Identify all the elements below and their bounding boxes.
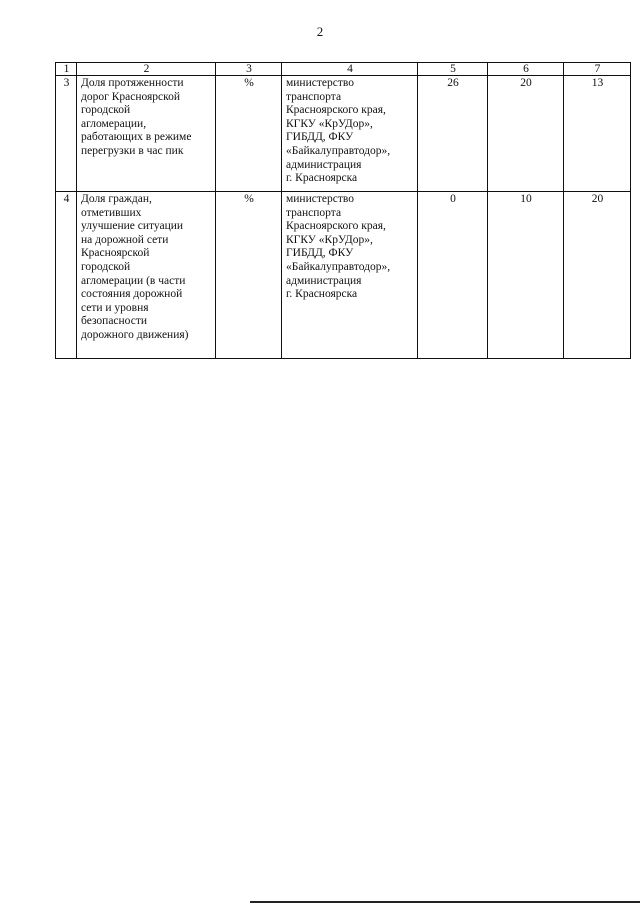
header-col-7: 7 (564, 63, 631, 76)
header-col-3: 3 (216, 63, 282, 76)
indicator-name: Доля граждан, отметивших улучшение ситуации на дорожной сети Красноярской городской агломерации (в части состояния дорожной сети и уровня безопасности дорожного движения) (77, 192, 216, 359)
value-col-6: 10 (488, 192, 564, 359)
value-col-6: 20 (488, 76, 564, 192)
indicator-name: Доля протяженности дорог Красноярской городской агломерации, работающих в режиме перегрузки в час пик (77, 76, 216, 192)
indicators-table (55, 62, 631, 359)
value-col-7: 13 (564, 76, 631, 192)
table-row (56, 192, 631, 359)
responsible-parties: министерство транспорта Красноярского края, КГКУ «КрУДор», ГИБДД, ФКУ «Байкалуправтодор», администрация г. Красноярска (282, 76, 418, 192)
page-number: 2 (316, 24, 324, 39)
header-col-4: 4 (282, 63, 418, 76)
footer-rule (250, 901, 640, 903)
table-header-row (56, 63, 631, 76)
responsible-parties: министерство транспорта Красноярского края, КГКУ «КрУДор», ГИБДД, ФКУ «Байкалуправтодор», администрация г. Красноярска (282, 192, 418, 359)
value-col-5: 0 (418, 192, 488, 359)
value-col-5: 26 (418, 76, 488, 192)
unit: % (216, 76, 282, 192)
row-number: 3 (56, 76, 77, 192)
header-col-5: 5 (418, 63, 488, 76)
value-col-7: 20 (564, 192, 631, 359)
header-col-2: 2 (77, 63, 216, 76)
header-col-1: 1 (56, 63, 77, 76)
row-number: 4 (56, 192, 77, 359)
unit: % (216, 192, 282, 359)
header-col-6: 6 (488, 63, 564, 76)
table-row (56, 76, 631, 192)
